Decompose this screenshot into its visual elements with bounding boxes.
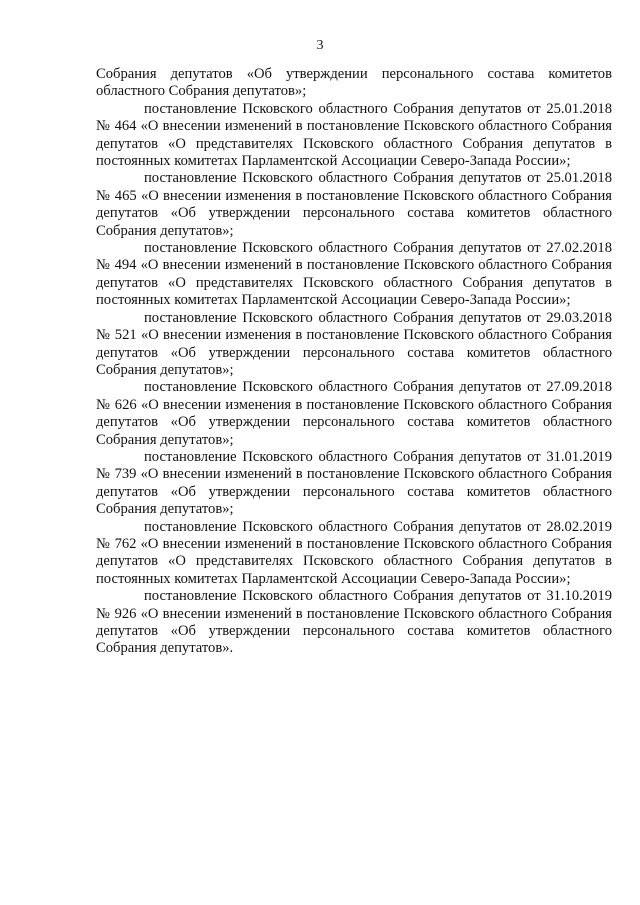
- paragraph: постановление Псковского областного Собрания депутатов от 27.09.2018 № 626 «О внесении изменения в постановление Псковского областного Собрания депутатов «Об утверждении персонального состава комитетов областного Собрания депутатов»;: [96, 379, 612, 448]
- paragraph: постановление Псковского областного Собрания депутатов от 27.02.2018 № 494 «О внесении изменений в постановление Псковского областного Собрания депутатов «О представителях Псковского областного Собрания депутатов в постоянных комитетах Парламентской Ассоциации Северо-Запада России»;: [96, 240, 612, 309]
- paragraph: Собрания депутатов «Об утверждении персонального состава комитетов областного Собрания депутатов»;: [96, 66, 612, 100]
- paragraph: постановление Псковского областного Собрания депутатов от 25.01.2018 № 464 «О внесении изменений в постановление Псковского областного Собрания депутатов «О представителях Псковского областного Собрания депутатов в постоянных комитетах Парламентской Ассоциации Северо-Запада России»;: [96, 100, 612, 170]
- page-number: 3: [316, 38, 324, 53]
- paragraph: постановление Псковского областного Собрания депутатов от 28.02.2019 № 762 «О внесении изменений в постановление Псковского областного Собрания депутатов «О представителях Псковского областного Собрания депутатов в постоянных комитетах Парламентской Ассоциации Северо-Запада России»;: [96, 518, 612, 587]
- paragraph: постановление Псковского областного Собрания депутатов от 25.01.2018 № 465 «О внесении изменения в постановление Псковского областного Собрания депутатов «Об утверждении персонального состава комитетов областного Собрания депутатов»;: [96, 170, 612, 239]
- document-body: [96, 66, 612, 658]
- paragraph: постановление Псковского областного Собрания депутатов от 31.01.2019 № 739 «О внесении изменений в постановление Псковского областного Собрания депутатов «Об утверждении персонального состава комитетов областного Собрания депутатов»;: [96, 448, 612, 518]
- paragraph: постановление Псковского областного Собрания депутатов от 29.03.2018 № 521 «О внесении изменения в постановление Псковского областного Собрания депутатов «Об утверждении персонального состава комитетов областного Собрания депутатов»;: [96, 309, 612, 378]
- paragraph: постановление Псковского областного Собрания депутатов от 31.10.2019 № 926 «О внесении изменений в постановление Псковского областного Собрания депутатов «Об утверждении персонального состава комитетов областного Собрания депутатов».: [96, 588, 612, 657]
